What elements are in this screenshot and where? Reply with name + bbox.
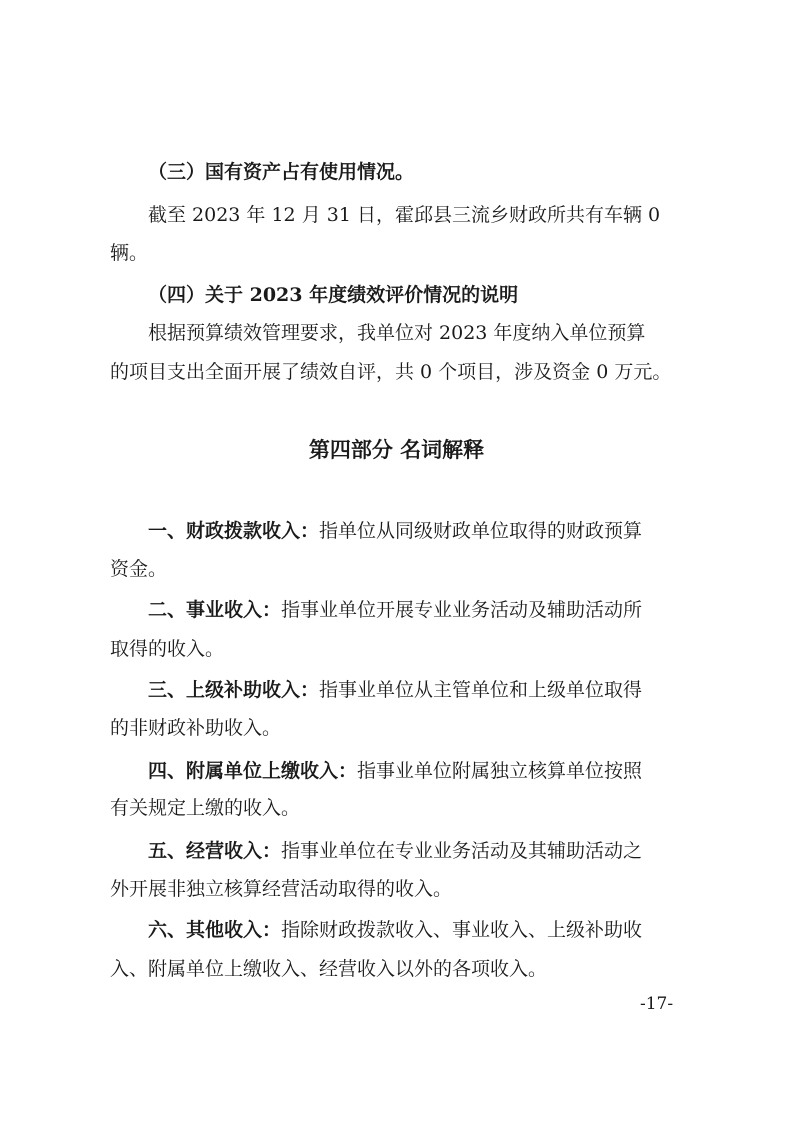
term-label: 六、其他收入：: [148, 919, 282, 941]
term-line: [148, 598, 728, 622]
term-label: 一、财政拨款收入：: [148, 520, 320, 542]
term-continuation: 的非财政补助收入。: [110, 717, 282, 739]
term-label: 四、附属单位上缴收入：: [148, 760, 358, 782]
term-line: [148, 678, 728, 702]
term-label: 三、上级补助收入：: [148, 679, 320, 701]
term-definition: 指事业单位附属独立核算单位按照: [357, 760, 643, 782]
term-continuation: 入、附属单位上缴收入、经营收入以外的各项收入。: [110, 958, 548, 980]
term-line: [148, 519, 728, 543]
part-title: 第四部分 名词解释: [308, 438, 485, 462]
term-continuation: 有关规定上缴的收入。: [110, 797, 301, 819]
term-line: [148, 759, 728, 783]
term-label: 二、事业收入：: [148, 599, 282, 621]
term-continuation: 资金。: [110, 558, 168, 580]
paragraph-line: 截至 2023 年 12 月 31 日，霍邱县三流乡财政所共有车辆 0: [148, 204, 661, 226]
term-definition: 指事业单位开展专业业务活动及辅助活动所: [281, 599, 643, 621]
paragraph-line: 根据预算绩效管理要求，我单位对 2023 年度纳入单位预算: [148, 322, 646, 344]
term-definition: 指事业单位从主管单位和上级单位取得: [319, 679, 643, 701]
term-continuation: 外开展非独立核算经营活动取得的收入。: [110, 878, 453, 900]
paragraph-line: 的项目支出全面开展了绩效自评，共 0 个项目，涉及资金 0 万元。: [110, 361, 672, 383]
term-line: [148, 918, 728, 942]
page-number: -17-: [640, 994, 674, 1014]
term-continuation: 取得的收入。: [110, 638, 225, 660]
term-line: [148, 839, 728, 863]
paragraph-line: 辆。: [110, 242, 149, 264]
section-heading-assets: （三）国有资产占有使用情况。: [148, 161, 415, 183]
term-definition: 指除财政拨款收入、事业收入、上级补助收: [281, 919, 643, 941]
section-heading-performance: （四）关于 2023 年度绩效评价情况的说明: [148, 284, 519, 306]
term-definition: 指事业单位在专业业务活动及其辅助活动之: [281, 840, 643, 862]
term-label: 五、经营收入：: [148, 840, 282, 862]
term-definition: 指单位从同级财政单位取得的财政预算: [319, 520, 643, 542]
